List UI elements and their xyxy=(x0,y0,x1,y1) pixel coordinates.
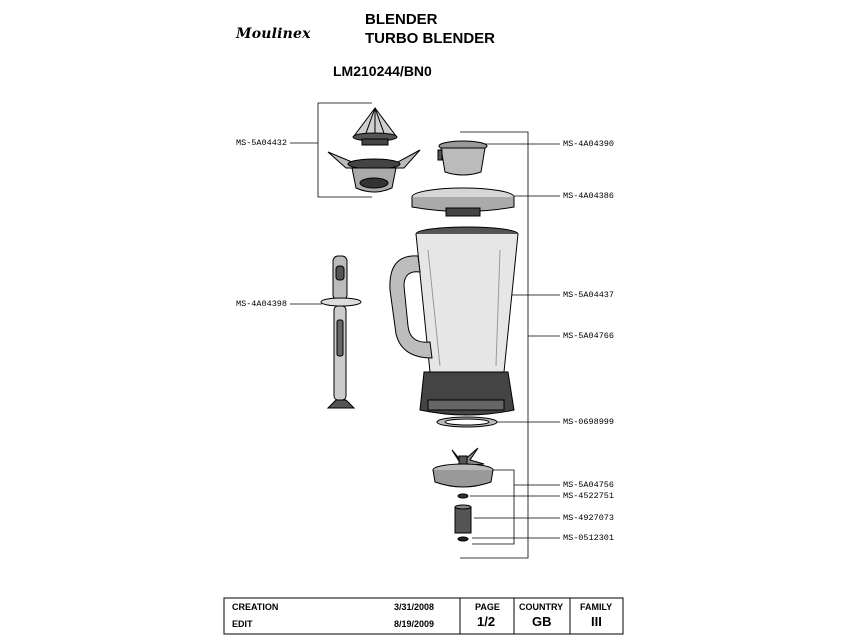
creation-label: CREATION xyxy=(232,602,279,612)
seal-ring-icon xyxy=(437,417,497,427)
part-label-measuring-cup: MS-4A04390 xyxy=(563,139,615,149)
part-label-washer: MS-4522751 xyxy=(563,491,615,501)
part-label-citrus-press: MS-5A04432 xyxy=(236,138,288,148)
page-label: PAGE xyxy=(475,602,500,612)
creation-date: 3/31/2008 xyxy=(394,602,435,612)
nut-icon xyxy=(458,537,468,541)
part-label-coupling: MS-4927073 xyxy=(563,513,615,523)
part-label-seal: MS-0698999 xyxy=(563,417,615,427)
hand-blender-stick-icon xyxy=(321,256,361,408)
part-label-jug-assembly: MS-5A04766 xyxy=(563,331,615,341)
part-label-jug: MS-5A04437 xyxy=(563,290,615,300)
page-title-line2: TURBO BLENDER xyxy=(365,30,495,47)
washer-icon xyxy=(458,494,468,498)
brand-logo: Moulinex xyxy=(236,26,311,42)
part-label-hand-blender: MS-4A04398 xyxy=(236,299,288,309)
blender-jug-icon xyxy=(390,227,518,415)
family-label: FAMILY xyxy=(580,602,613,612)
family-value: III xyxy=(591,614,602,629)
citrus-reamer-icon xyxy=(353,108,397,145)
coupling-icon xyxy=(455,505,471,533)
country-value: GB xyxy=(532,614,552,629)
country-label: COUNTRY xyxy=(519,602,564,612)
part-label-blade: MS-5A04756 xyxy=(563,480,615,490)
part-label-nut: MS-0512301 xyxy=(563,533,615,543)
part-label-lid: MS-4A04386 xyxy=(563,191,615,201)
page-title-line1: BLENDER xyxy=(365,11,438,28)
citrus-strainer-icon xyxy=(328,150,420,192)
model-number: LM210244/BN0 xyxy=(333,63,432,79)
jug-lid-icon xyxy=(412,188,514,216)
blade-assembly-icon xyxy=(433,448,493,487)
page-value: 1/2 xyxy=(477,614,496,629)
edit-label: EDIT xyxy=(232,619,253,629)
edit-date: 8/19/2009 xyxy=(394,619,435,629)
measuring-cup-icon xyxy=(438,141,487,175)
